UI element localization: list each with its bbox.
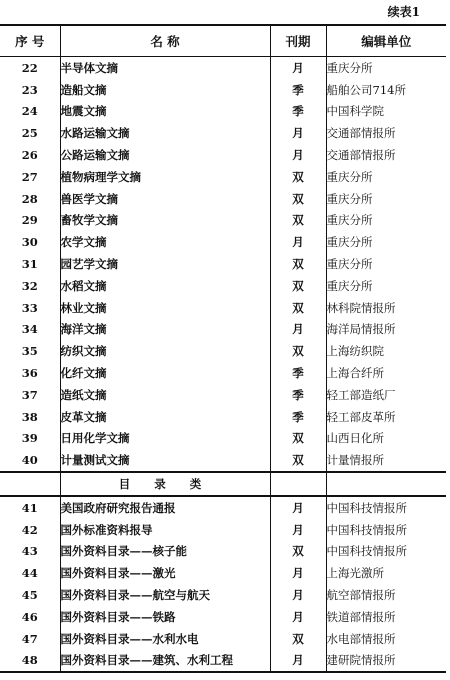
table-row [0, 428, 446, 450]
catalog-rows [0, 496, 446, 672]
row-number: 22 [21, 60, 38, 75]
row-number: 47 [21, 631, 38, 646]
row-frequency: 双 [270, 340, 326, 362]
row-frequency: 月 [270, 562, 326, 584]
row-number: 48 [0, 650, 60, 673]
row-number: 23 [21, 82, 38, 97]
row-editor: 计量情报所 [326, 449, 446, 472]
row-editor: 海洋局情报所 [326, 319, 446, 341]
table-row [0, 231, 446, 253]
row-number: 31 [21, 257, 38, 272]
table-row [0, 210, 446, 232]
row-editor: 交通部情报所 [326, 144, 446, 166]
row-frequency: 月 [270, 231, 326, 253]
table-row [0, 122, 446, 144]
row-name: 造纸文摘 [60, 384, 270, 406]
row-editor: 重庆分所 [326, 210, 446, 232]
row-frequency: 季 [270, 79, 326, 101]
row-frequency: 月 [270, 606, 326, 628]
table-row [0, 253, 446, 275]
row-frequency: 双 [270, 449, 326, 472]
row-name: 国外资料目录——铁路 [60, 606, 270, 628]
row-number: 30 [21, 235, 38, 250]
row-frequency: 月 [270, 319, 326, 341]
table-row [0, 562, 446, 584]
row-number: 36 [21, 366, 38, 381]
header-editor: 编辑单位 [326, 25, 446, 57]
row-editor: 中国科技情报所 [326, 519, 446, 541]
row-editor: 重庆分所 [326, 253, 446, 275]
row-editor: 重庆分所 [326, 166, 446, 188]
row-name: 日用化学文摘 [60, 428, 270, 450]
row-editor: 重庆分所 [326, 275, 446, 297]
row-editor: 交通部情报所 [326, 122, 446, 144]
row-number: 25 [21, 126, 38, 141]
row-name: 计量测试文摘 [60, 449, 270, 472]
header-frequency: 刊期 [270, 25, 326, 57]
row-name: 兽医学文摘 [60, 188, 270, 210]
section-title: 目 录 类 [60, 472, 270, 496]
row-name: 化纤文摘 [60, 362, 270, 384]
row-frequency: 月 [270, 144, 326, 166]
row-number: 26 [21, 148, 38, 163]
row-name: 水稻文摘 [60, 275, 270, 297]
header-name: 名 称 [60, 25, 270, 57]
row-name: 公路运输文摘 [60, 144, 270, 166]
row-frequency: 双 [270, 210, 326, 232]
row-number: 35 [21, 344, 38, 359]
row-editor: 中国科技情报所 [326, 496, 446, 519]
row-name: 国外资料目录——航空与航天 [60, 584, 270, 606]
row-name: 国外资料目录——激光 [60, 562, 270, 584]
table-row [0, 406, 446, 428]
row-editor: 上海光激所 [326, 562, 446, 584]
row-number: 29 [21, 213, 38, 228]
row-number: 34 [21, 322, 38, 337]
table-row [0, 166, 446, 188]
row-editor: 航空部情报所 [326, 584, 446, 606]
row-editor: 林科院情报所 [326, 297, 446, 319]
row-frequency: 月 [270, 519, 326, 541]
table-row [0, 340, 446, 362]
table-row [0, 650, 446, 673]
row-frequency: 双 [270, 166, 326, 188]
row-number: 44 [21, 566, 38, 581]
row-number: 38 [21, 409, 38, 424]
row-editor: 山西日化所 [326, 428, 446, 450]
row-number: 39 [21, 431, 38, 446]
table-row [0, 519, 446, 541]
row-name: 水路运输文摘 [60, 122, 270, 144]
journal-table [0, 24, 446, 673]
row-editor: 上海纺织院 [326, 340, 446, 362]
row-number: 42 [21, 522, 38, 537]
table-row [0, 541, 446, 563]
row-editor: 船舶公司714所 [326, 79, 446, 101]
table-row [0, 496, 446, 519]
row-editor: 轻工部皮革所 [326, 406, 446, 428]
row-name: 海洋文摘 [60, 319, 270, 341]
continuation-label: 续表1 [387, 5, 420, 19]
row-frequency: 季 [270, 101, 326, 123]
row-frequency: 双 [270, 188, 326, 210]
table-row [0, 275, 446, 297]
row-frequency: 月 [270, 122, 326, 144]
row-name: 皮革文摘 [60, 406, 270, 428]
row-name: 国外资料目录——核子能 [60, 541, 270, 563]
row-frequency: 双 [270, 253, 326, 275]
table-row [0, 144, 446, 166]
table-row [0, 101, 446, 123]
row-name: 半导体文摘 [60, 57, 270, 79]
row-name: 国外资料目录——水利水电 [60, 628, 270, 650]
header-row [0, 25, 446, 57]
table-row [0, 57, 446, 79]
row-editor: 重庆分所 [326, 57, 446, 79]
row-name: 植物病理学文摘 [60, 166, 270, 188]
row-frequency: 双 [270, 275, 326, 297]
row-number: 41 [21, 500, 38, 515]
row-name: 畜牧学文摘 [60, 210, 270, 232]
row-number: 45 [21, 588, 38, 603]
row-frequency: 双 [270, 297, 326, 319]
row-editor: 上海合纤所 [326, 362, 446, 384]
row-editor: 重庆分所 [326, 188, 446, 210]
row-number: 40 [0, 449, 60, 472]
row-number: 37 [21, 387, 38, 402]
section-row-group [0, 472, 446, 496]
row-editor: 轻工部造纸厂 [326, 384, 446, 406]
row-frequency: 月 [270, 57, 326, 79]
row-name: 国外标准资料报导 [60, 519, 270, 541]
table-row [0, 188, 446, 210]
row-frequency: 双 [270, 428, 326, 450]
row-number: 27 [21, 169, 38, 184]
row-name: 纺织文摘 [60, 340, 270, 362]
table-row [0, 319, 446, 341]
table-row [0, 628, 446, 650]
row-frequency: 双 [270, 541, 326, 563]
row-editor: 中国科技情报所 [326, 541, 446, 563]
row-name: 林业文摘 [60, 297, 270, 319]
row-name: 园艺学文摘 [60, 253, 270, 275]
row-frequency: 月 [270, 496, 326, 519]
row-frequency: 月 [270, 584, 326, 606]
row-frequency: 月 [270, 650, 326, 673]
table-row [0, 297, 446, 319]
row-frequency: 季 [270, 406, 326, 428]
row-frequency: 双 [270, 628, 326, 650]
row-editor: 铁道部情报所 [326, 606, 446, 628]
table-row [0, 79, 446, 101]
row-editor: 中国科学院 [326, 101, 446, 123]
row-frequency: 季 [270, 384, 326, 406]
row-name: 造船文摘 [60, 79, 270, 101]
row-editor: 水电部情报所 [326, 628, 446, 650]
row-number: 32 [21, 278, 38, 293]
table-row [0, 362, 446, 384]
table-row [0, 449, 446, 472]
row-name: 农学文摘 [60, 231, 270, 253]
row-name: 美国政府研究报告通报 [60, 496, 270, 519]
row-frequency: 季 [270, 362, 326, 384]
row-number: 46 [21, 609, 38, 624]
row-name: 地震文摘 [60, 101, 270, 123]
section-row [0, 472, 446, 496]
row-number: 24 [21, 104, 38, 119]
abstracts-rows [0, 57, 446, 473]
row-number: 43 [21, 544, 38, 559]
header-number: 序 号 [0, 25, 60, 57]
row-name: 国外资料目录——建筑、水利工程 [60, 650, 270, 673]
table-row [0, 584, 446, 606]
row-number: 28 [21, 191, 38, 206]
table-row [0, 606, 446, 628]
row-number: 33 [21, 300, 38, 315]
table-row [0, 384, 446, 406]
row-editor: 建研院情报所 [326, 650, 446, 673]
row-editor: 重庆分所 [326, 231, 446, 253]
